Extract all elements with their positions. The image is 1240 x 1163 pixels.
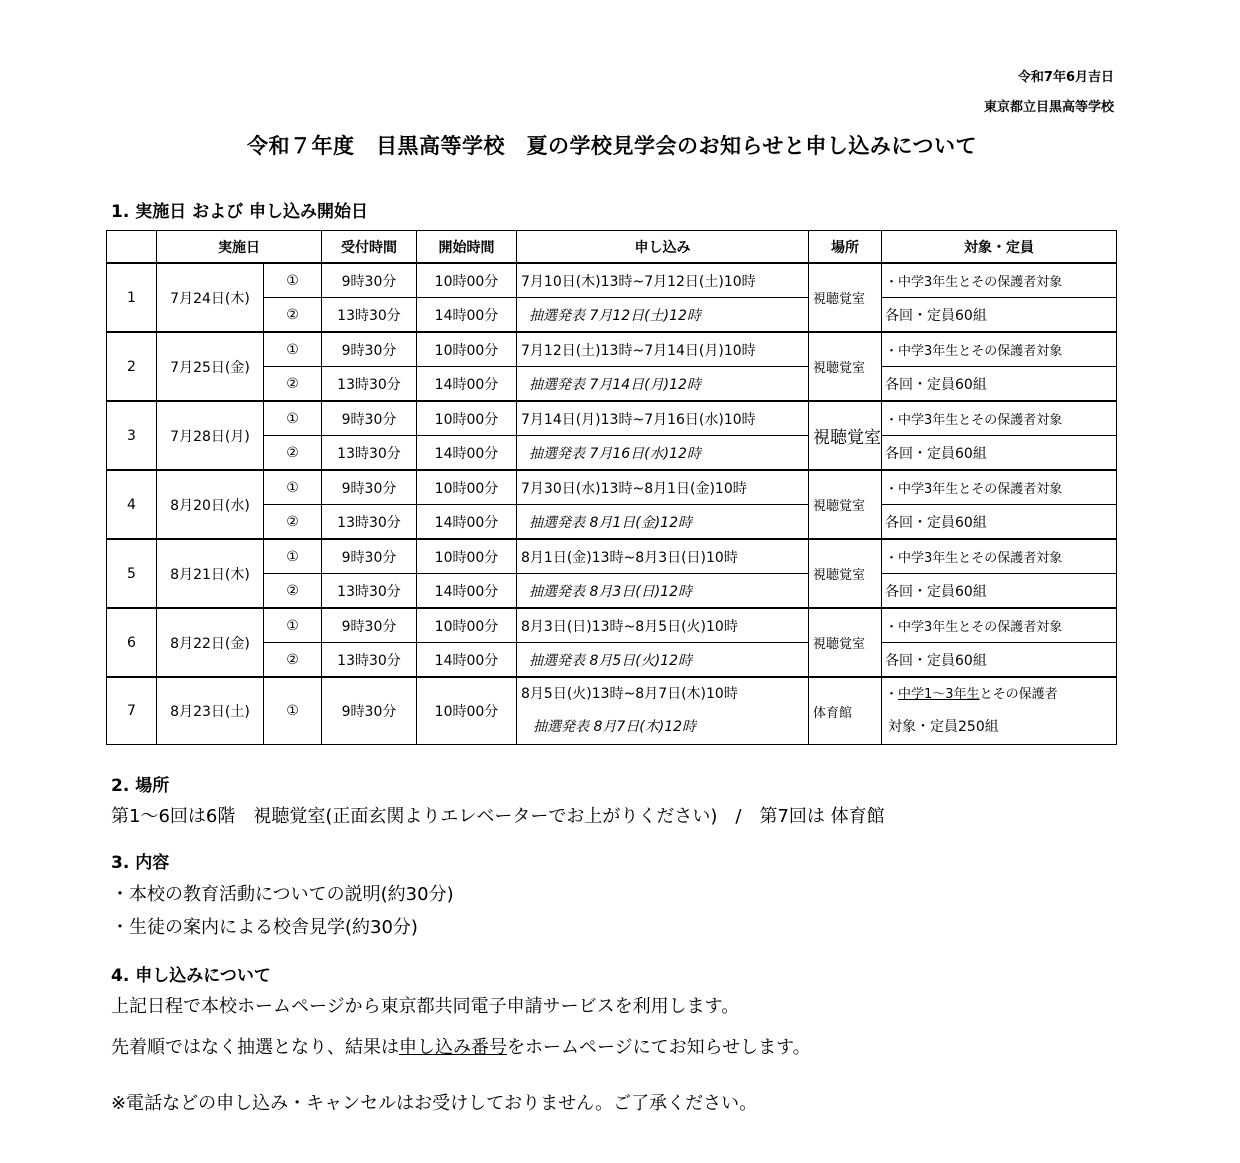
header-target: 対象・定員 <box>882 231 1117 264</box>
reception-time: 9時30分 <box>322 677 417 745</box>
capacity: 各回・定員60組 <box>882 436 1117 471</box>
section1-heading: 1. 実施日 および 申し込み開始日 <box>111 202 369 222</box>
start-time: 14時00分 <box>417 367 517 402</box>
capacity: 各回・定員60組 <box>882 505 1117 540</box>
venue: 体育館 <box>809 677 882 745</box>
target-audience: ・中学3年生とその保護者対象 <box>882 401 1117 436</box>
session-number: 1 <box>107 263 157 332</box>
reception-time: 13時30分 <box>322 574 417 609</box>
slot-mark: ② <box>264 298 322 333</box>
start-time: 10時00分 <box>417 677 517 745</box>
session-date: 7月25日(金) <box>157 332 264 401</box>
session-date: 8月20日(水) <box>157 470 264 539</box>
venue: 視聴覚室 <box>809 608 882 677</box>
reception-time: 13時30分 <box>322 367 417 402</box>
session-number: 3 <box>107 401 157 470</box>
session-number: 6 <box>107 608 157 677</box>
start-time: 14時00分 <box>417 574 517 609</box>
session-date: 7月24日(木) <box>157 263 264 332</box>
venue: 視聴覚室 <box>809 539 882 608</box>
schedule-body <box>107 263 1117 745</box>
section3-heading: 3. 内容 <box>111 853 170 873</box>
reception-time: 13時30分 <box>322 505 417 540</box>
capacity: 各回・定員60組 <box>882 367 1117 402</box>
header-reception: 受付時間 <box>322 231 417 264</box>
table-row <box>107 539 1117 574</box>
slot-mark: ② <box>264 643 322 678</box>
target-audience <box>885 678 1116 711</box>
venue: 視聴覚室 <box>809 401 882 470</box>
header-start: 開始時間 <box>417 231 517 264</box>
venue: 視聴覚室 <box>809 263 882 332</box>
reception-time: 9時30分 <box>322 470 417 505</box>
session-date: 8月21日(木) <box>157 539 264 608</box>
slot-mark: ② <box>264 505 322 540</box>
start-time: 10時00分 <box>417 608 517 643</box>
slot-mark: ① <box>264 332 322 367</box>
reception-time: 9時30分 <box>322 263 417 298</box>
application-line-2 <box>111 1033 811 1059</box>
start-time: 10時00分 <box>417 539 517 574</box>
target-prefix: ・ <box>885 687 899 702</box>
target-audience: ・中学3年生とその保護者対象 <box>882 263 1117 298</box>
lottery-announcement: 抽選発表 7月12日(土)12時 <box>517 298 809 333</box>
application-period: 8月5日(火)13時~8月7日(木)10時 <box>521 686 738 702</box>
issue-date: 令和7年6月吉日 <box>1017 70 1114 85</box>
application-line-1: 上記日程で本校ホームページから東京都共同電子申請サービスを利用します。 <box>111 996 740 1017</box>
header-date: 実施日 <box>157 231 322 264</box>
application-period: 7月14日(月)13時~7月16日(水)10時 <box>517 401 809 436</box>
venue: 視聴覚室 <box>809 332 882 401</box>
table-row <box>107 470 1117 505</box>
target-audience: ・中学3年生とその保護者対象 <box>882 539 1117 574</box>
slot-mark: ① <box>264 263 322 298</box>
table-row <box>107 332 1117 367</box>
application-period: 8月1日(金)13時~8月3日(日)10時 <box>517 539 809 574</box>
table-header-row <box>107 231 1117 264</box>
content-item-2: ・生徒の案内による校舎見学(約30分) <box>111 917 418 938</box>
reception-time: 9時30分 <box>322 608 417 643</box>
application-line-2-before: 先着順ではなく抽選となり、結果は <box>111 1037 399 1058</box>
session-number: 4 <box>107 470 157 539</box>
lottery-announcement: 抽選発表 8月5日(火)12時 <box>517 643 809 678</box>
reception-time: 13時30分 <box>322 436 417 471</box>
slot-mark: ① <box>264 401 322 436</box>
start-time: 14時00分 <box>417 505 517 540</box>
application-period: 7月10日(木)13時~7月12日(土)10時 <box>517 263 809 298</box>
lottery-announcement: 抽選発表 8月3日(日)12時 <box>517 574 809 609</box>
session-number: 5 <box>107 539 157 608</box>
reception-time: 9時30分 <box>322 401 417 436</box>
header-venue: 場所 <box>809 231 882 264</box>
session-date: 8月22日(金) <box>157 608 264 677</box>
target-audience: ・中学3年生とその保護者対象 <box>882 470 1117 505</box>
capacity: 対象・定員250組 <box>888 719 999 735</box>
reception-time: 13時30分 <box>322 298 417 333</box>
section2-heading: 2. 場所 <box>111 776 170 796</box>
session-number: 2 <box>107 332 157 401</box>
slot-mark: ① <box>264 470 322 505</box>
header-application: 申し込み <box>517 231 809 264</box>
reception-time: 9時30分 <box>322 539 417 574</box>
capacity: 各回・定員60組 <box>882 574 1117 609</box>
table-row <box>107 677 1117 745</box>
slot-mark: ① <box>264 677 322 745</box>
target-cell <box>882 677 1117 745</box>
header-no <box>107 231 157 264</box>
reception-time: 13時30分 <box>322 643 417 678</box>
content-item-1: ・本校の教育活動についての説明(約30分) <box>111 884 454 905</box>
start-time: 10時00分 <box>417 470 517 505</box>
session-date: 8月23日(土) <box>157 677 264 745</box>
section4-heading: 4. 申し込みについて <box>111 966 271 986</box>
start-time: 14時00分 <box>417 298 517 333</box>
lottery-announcement: 抽選発表 7月14日(月)12時 <box>517 367 809 402</box>
capacity: 各回・定員60組 <box>882 643 1117 678</box>
start-time: 10時00分 <box>417 263 517 298</box>
application-period: 7月30日(水)13時~8月1日(金)10時 <box>517 470 809 505</box>
target-audience: ・中学3年生とその保護者対象 <box>882 608 1117 643</box>
application-period: 8月3日(日)13時~8月5日(火)10時 <box>517 608 809 643</box>
notice-text: ※電話などの申し込み・キャンセルはお受けしておりません。ご了承ください。 <box>111 1093 758 1114</box>
start-time: 10時00分 <box>417 401 517 436</box>
session-date: 7月28日(月) <box>157 401 264 470</box>
target-audience: ・中学3年生とその保護者対象 <box>882 332 1117 367</box>
capacity: 各回・定員60組 <box>882 298 1117 333</box>
slot-mark: ① <box>264 539 322 574</box>
target-suffix: とその保護者 <box>979 687 1058 702</box>
slot-mark: ① <box>264 608 322 643</box>
application-number-text: 申し込み番号 <box>399 1037 507 1058</box>
slot-mark: ② <box>264 574 322 609</box>
venue: 視聴覚室 <box>809 470 882 539</box>
reception-time: 9時30分 <box>322 332 417 367</box>
application-period: 7月12日(土)13時~7月14日(月)10時 <box>517 332 809 367</box>
school-name: 東京都立目黒高等学校 <box>983 100 1114 115</box>
schedule-table <box>106 230 1117 745</box>
lottery-announcement: 抽選発表 8月7日(木)12時 <box>533 719 697 735</box>
start-time: 14時00分 <box>417 436 517 471</box>
target-underlined: 中学1～3年生 <box>898 687 980 702</box>
table-row <box>107 263 1117 298</box>
start-time: 10時00分 <box>417 332 517 367</box>
application-line-2-after: をホームページにてお知らせします。 <box>507 1037 811 1058</box>
venue-text: 第1～6回は6階 視聴覚室(正面玄関よりエレベーターでお上がりください) / 第7回は 体育館 <box>111 806 885 827</box>
slot-mark: ② <box>264 367 322 402</box>
session-number: 7 <box>107 677 157 745</box>
lottery-announcement: 抽選発表 8月1日(金)12時 <box>517 505 809 540</box>
application-cell <box>517 677 809 745</box>
table-row <box>107 608 1117 643</box>
start-time: 14時00分 <box>417 643 517 678</box>
slot-mark: ② <box>264 436 322 471</box>
lottery-announcement: 抽選発表 7月16日(水)12時 <box>517 436 809 471</box>
page-title: 令和７年度 目黒高等学校 夏の学校見学会のお知らせと申し込みについて <box>247 134 977 158</box>
table-row <box>107 401 1117 436</box>
